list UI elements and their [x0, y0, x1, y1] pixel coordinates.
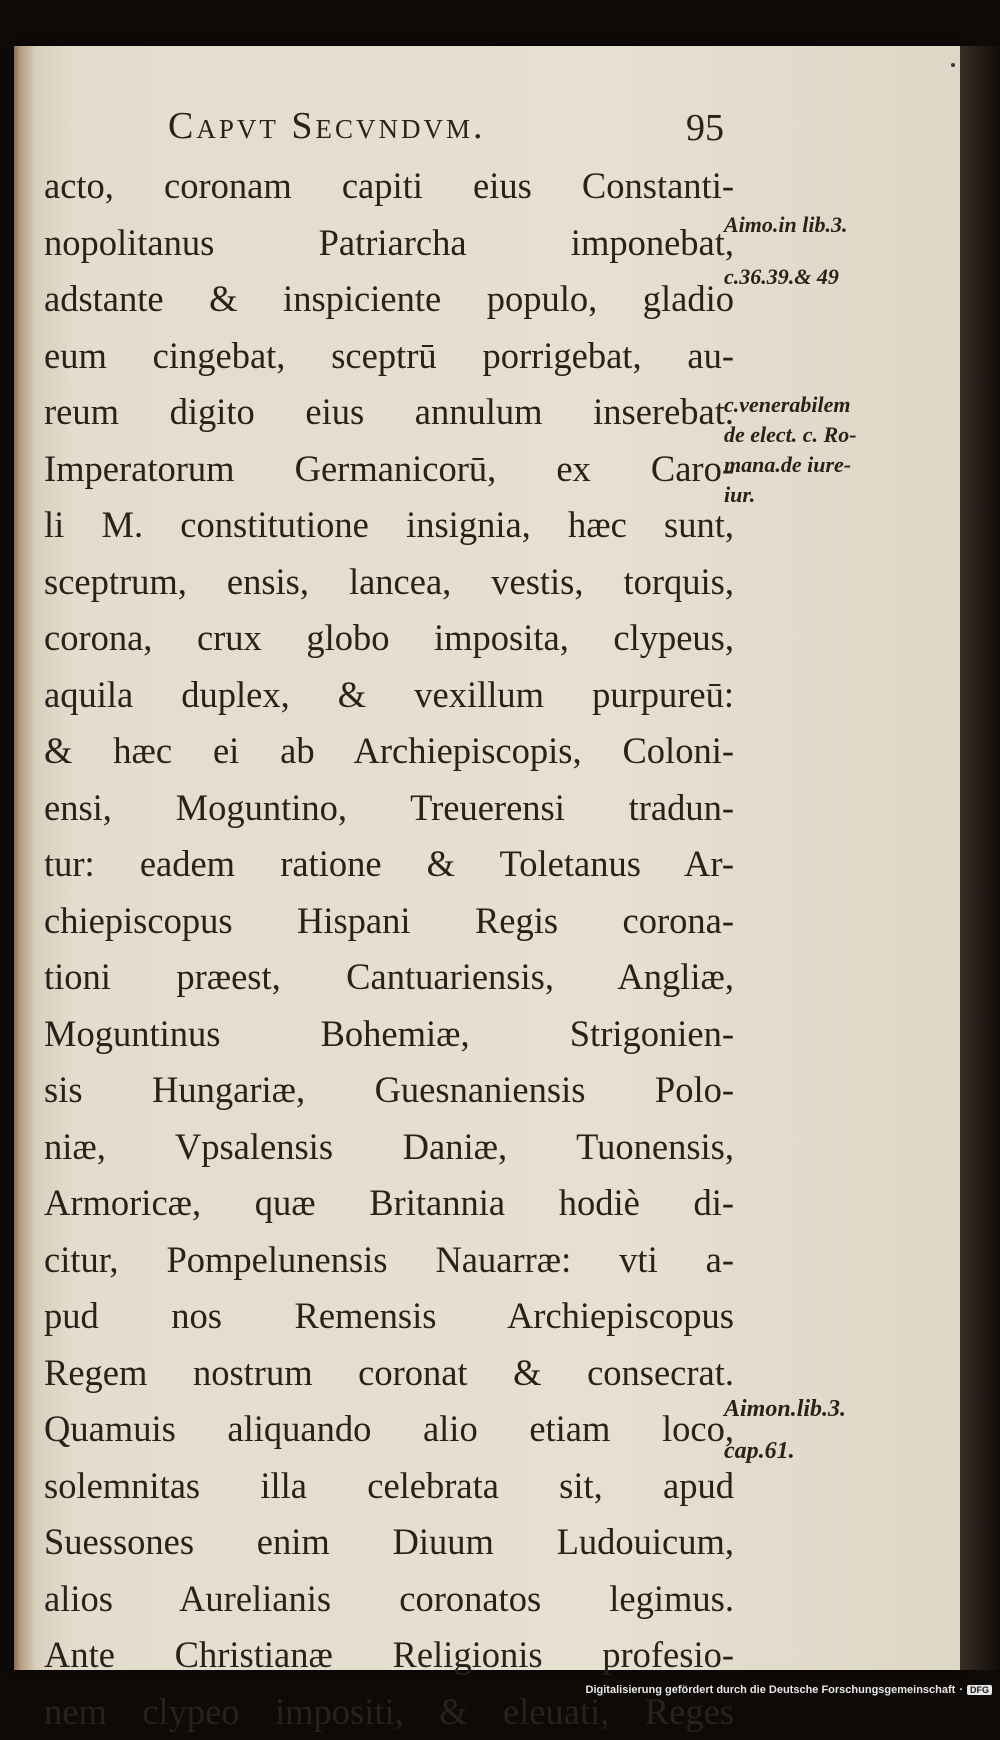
text-line: sis Hungariæ, Guesnaniensis Polo- — [44, 1062, 734, 1119]
text-line: niæ, Vpsalensis Daniæ, Tuonensis, — [44, 1119, 734, 1176]
text-line: & hæc ei ab Archiepiscopis, Coloni- — [44, 723, 734, 780]
text-line: acto, coronam capiti eius Constanti- — [44, 158, 734, 215]
text-line: chiepiscopus Hispani Regis corona- — [44, 893, 734, 950]
text-line: Moguntinus Bohemiæ, Strigonien- — [44, 1006, 734, 1063]
marginal-line: c.36.39.& 49 — [724, 264, 847, 290]
marginal-line: mana.de iure- — [724, 450, 857, 480]
text-line: adstante & inspiciente populo, gladio — [44, 271, 734, 328]
text-line: Quamuis aliquando alio etiam loco, — [44, 1401, 734, 1458]
page-number: 95 — [686, 106, 724, 150]
text-line: aquila duplex, & vexillum purpureū: — [44, 667, 734, 724]
running-header — [168, 104, 768, 154]
text-line: Armoricæ, quæ Britannia hodiè di- — [44, 1175, 734, 1232]
text-line: pud nos Remensis Archiepiscopus — [44, 1288, 734, 1345]
marginal-line: iur. — [724, 480, 857, 510]
marginal-line: Aimon.lib.3. — [724, 1388, 846, 1430]
text-line: Imperatorum Germanicorū, ex Caro- — [44, 441, 734, 498]
marginal-line: c.venerabilem — [724, 390, 857, 420]
text-line: nopolitanus Patriarcha imponebat, — [44, 215, 734, 272]
marginal-note-aimo — [724, 212, 847, 290]
text-line: corona, crux globo imposita, clypeus, — [44, 610, 734, 667]
text-line: solemnitas illa celebrata sit, apud — [44, 1458, 734, 1515]
marginal-note-venerabilem — [724, 390, 857, 510]
text-line: eum cingebat, sceptrū porrigebat, au- — [44, 328, 734, 385]
text-line: Regem nostrum coronat & consecrat. — [44, 1345, 734, 1402]
text-line: alios Aurelianis coronatos legimus. — [44, 1571, 734, 1628]
text-line: reum digito eius annulum inserebat. — [44, 384, 734, 441]
marginal-note-aimon — [724, 1388, 846, 1472]
page-spot — [951, 63, 955, 67]
text-line: nem clypeo impositi, & eleuati, Reges — [44, 1684, 734, 1740]
text-line: citur, Pompelunensis Nauarræ: vti a- — [44, 1232, 734, 1289]
text-line: Ante Christianæ Religionis profesio- — [44, 1627, 734, 1684]
body-text — [44, 158, 734, 1740]
text-line: tur: eadem ratione & Toletanus Ar- — [44, 836, 734, 893]
dfg-logo: DFG — [967, 1685, 992, 1695]
marginal-line: Aimo.in lib.3. — [724, 212, 847, 238]
credit-text: Digitalisierung gefördert durch die Deutsche Forschungsgemeinschaft — [586, 1684, 956, 1696]
text-line: tioni præest, Cantuariensis, Angliæ, — [44, 949, 734, 1006]
text-line: ensi, Moguntino, Treuerensi tradun- — [44, 780, 734, 837]
text-line: li M. constitutione insignia, hæc sunt, — [44, 497, 734, 554]
running-title: Capvt Secvndvm. — [168, 104, 486, 148]
marginal-line: cap.61. — [724, 1430, 846, 1472]
text-line: sceptrum, ensis, lancea, vestis, torquis, — [44, 554, 734, 611]
digitization-credit: Digitalisierung gefördert durch die Deutsche Forschungsgemeinschaft · DFG — [586, 1684, 992, 1696]
book-edge — [960, 46, 1000, 1670]
text-line: Suessones enim Diuum Ludouicum, — [44, 1514, 734, 1571]
marginal-line: de elect. c. Ro- — [724, 420, 857, 450]
